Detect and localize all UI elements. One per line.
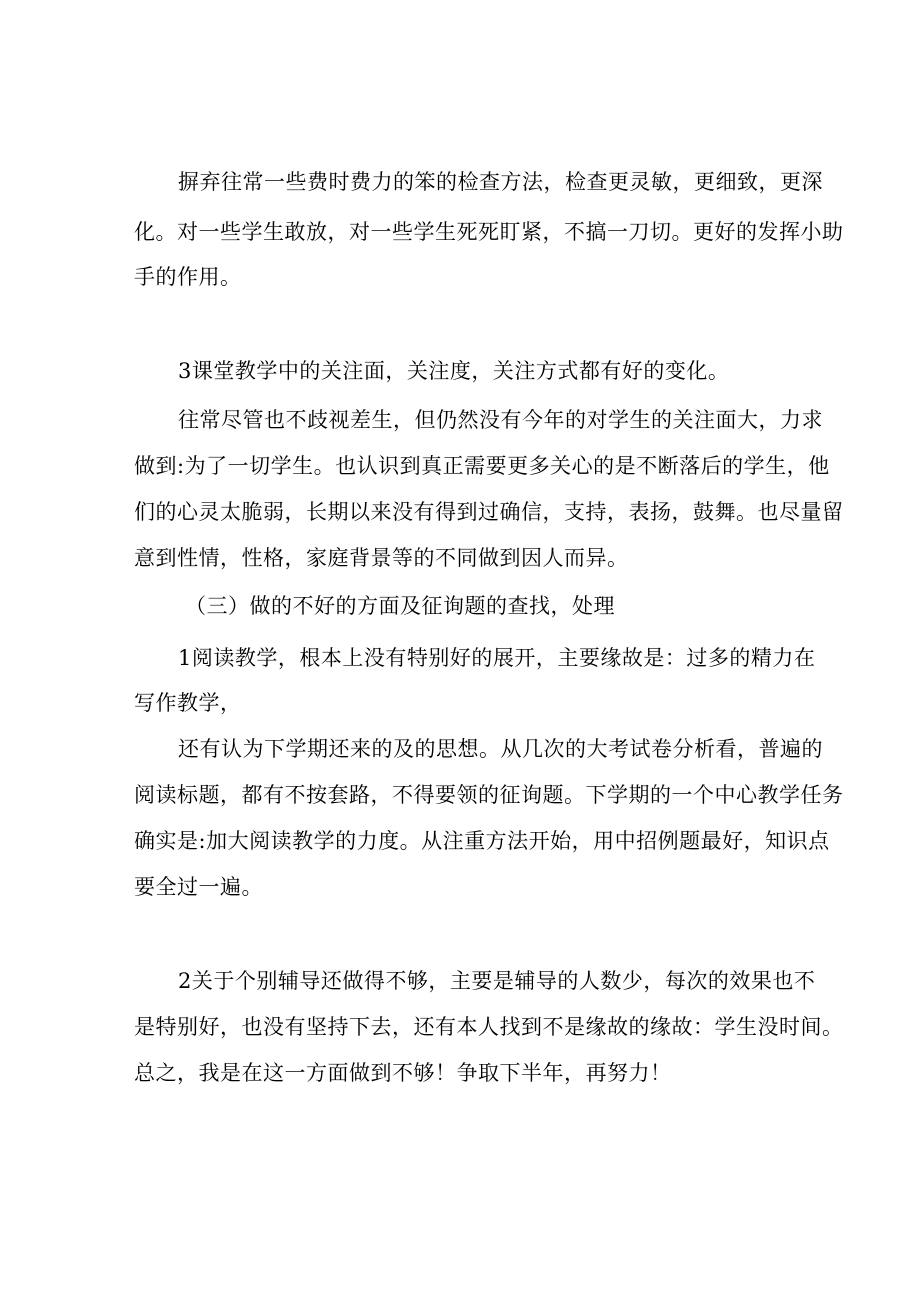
paragraph-5-line-2: 写作教学，	[134, 691, 242, 715]
paragraph-6-line-1: 还有认为下学期还来的及的思想。从几次的大考试卷分析看，普遍的	[178, 737, 823, 761]
paragraph-6-line-4: 要全过一遍。	[134, 875, 263, 899]
paragraph-7-line-1: 2关于个别辅导还做得不够，主要是辅导的人数少，每次的效果也不	[178, 969, 816, 993]
paragraph-1-line-3: 手的作用。	[134, 265, 242, 289]
paragraph-3-line-3: 们的心灵太脆弱，长期以来没有得到过确信，支持，表扬，鼓舞。也尽量留	[134, 500, 844, 524]
section-heading-three: （三）做的不好的方面及征询题的查找，处理	[185, 594, 615, 618]
paragraph-3-line-1: 往常尽管也不歧视差生，但仍然没有今年的对学生的关注面大，力求	[178, 408, 823, 432]
paragraph-3-line-4: 意到性情，性格，家庭背景等的不同做到因人而异。	[134, 546, 629, 570]
paragraph-6-line-3: 确实是:加大阅读教学的力度。从注重方法开始，用中招例题最好，知识点	[134, 829, 830, 853]
paragraph-1-line-2: 化。对一些学生敢放，对一些学生死死盯紧，不搞一刀切。更好的发挥小助	[134, 220, 844, 244]
paragraph-6-line-2: 阅读标题，都有不按套路，不得要领的征询题。下学期的一个中心教学任务	[134, 783, 844, 807]
paragraph-5-line-1: 1阅读教学，根本上没有特别好的展开，主要缘故是：过多的精力在	[178, 646, 816, 670]
paragraph-3-line-2: 做到:为了一切学生。也认识到真正需要更多关心的是不断落后的学生，他	[134, 454, 830, 478]
paragraph-1-line-1: 摒弃往常一些费时费力的笨的检查方法，检查更灵敏，更细致，更深	[178, 170, 823, 194]
paragraph-7-line-3: 总之，我是在这一方面做到不够！争取下半年，再努力！	[134, 1061, 672, 1085]
paragraph-7-line-2: 是特别好，也没有坚持下去，还有本人找到不是缘故的缘故：学生没时间。	[134, 1015, 844, 1039]
paragraph-2-heading: 3课堂教学中的关注面，关注度，关注方式都有好的变化。	[178, 359, 730, 383]
